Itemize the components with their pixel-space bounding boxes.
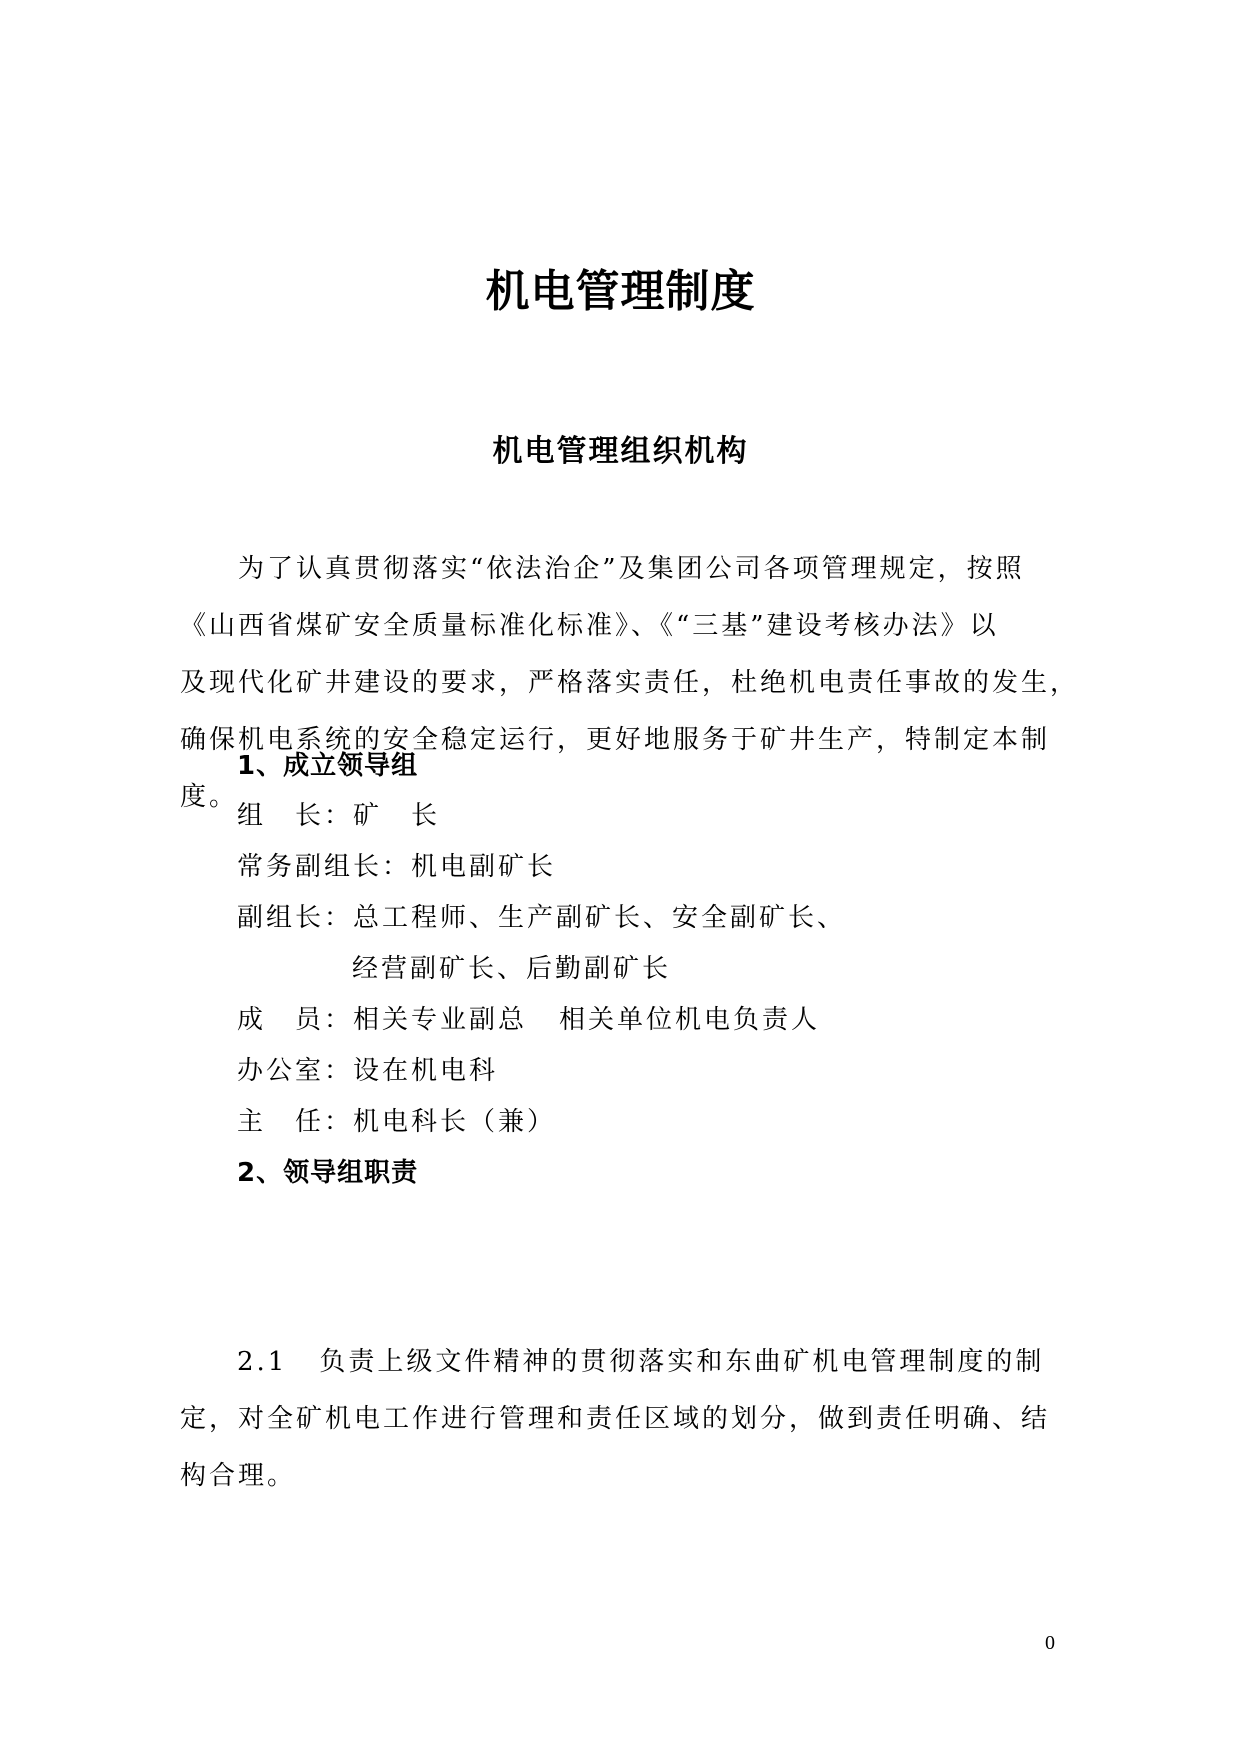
page-number: 0: [1045, 1632, 1055, 1654]
clause-number: 2.1: [237, 1347, 288, 1377]
member-value: 设在机电科: [353, 1056, 499, 1086]
clause-line: 构合理。: [180, 1461, 297, 1491]
member-row-leader: [237, 796, 440, 836]
member-value: 相关专业副总: [353, 1005, 528, 1035]
member-row-exec-deputy: [237, 847, 556, 887]
member-value: 总工程师、生产副矿长、安全副矿长、: [353, 903, 847, 933]
member-value: 机电科长（兼）: [353, 1107, 557, 1137]
intro-line: 度。: [180, 782, 239, 812]
member-label: 副组长：: [237, 903, 354, 933]
heading-group-duties: 2、领导组职责: [237, 1158, 419, 1188]
clause-text: 负责上级文件精神的贯彻落实和东曲矿机电管理制度的制: [319, 1347, 1045, 1377]
member-value: 机电副矿长: [411, 852, 557, 882]
member-row-office: [237, 1051, 498, 1091]
member-row-deputy-continued: [352, 949, 671, 989]
member-label: 主 任：: [237, 1107, 354, 1137]
document-title: 机电管理制度: [485, 266, 756, 317]
member-value: 相关单位机电负责人: [559, 1005, 821, 1035]
clause-line: [180, 1334, 1060, 1391]
clause-2-1: [180, 1334, 1060, 1505]
member-row-deputy: [237, 898, 846, 938]
member-label: 办公室：: [237, 1056, 354, 1086]
member-label: 组 长：: [237, 801, 354, 831]
intro-line: 为了认真贯彻落实“依法治企”及集团公司各项管理规定，按照: [238, 554, 1025, 584]
intro-line: 确保机电系统的安全稳定运行，更好地服务于矿井生产，特制定本制: [180, 725, 1051, 755]
section-title: 机电管理组织机构: [492, 434, 749, 469]
member-row-director: [237, 1102, 556, 1142]
intro-line: 《山西省煤矿安全质量标准化标准》、《“三基”建设考核办法》以: [180, 611, 999, 641]
member-label: 成 员：: [237, 1005, 354, 1035]
clause-line: 定，对全矿机电工作进行管理和责任区域的划分，做到责任明确、结: [180, 1404, 1051, 1434]
member-row-members: [237, 1000, 820, 1040]
heading-leadership-group: 1、成立领导组: [237, 751, 419, 781]
member-value: 矿 长: [353, 801, 441, 831]
member-value: 经营副矿长、后勤副矿长: [352, 954, 672, 984]
member-label: 常务副组长：: [237, 852, 412, 882]
intro-line: 及现代化矿井建设的要求，严格落实责任，杜绝机电责任事故的发生，: [180, 668, 1080, 698]
